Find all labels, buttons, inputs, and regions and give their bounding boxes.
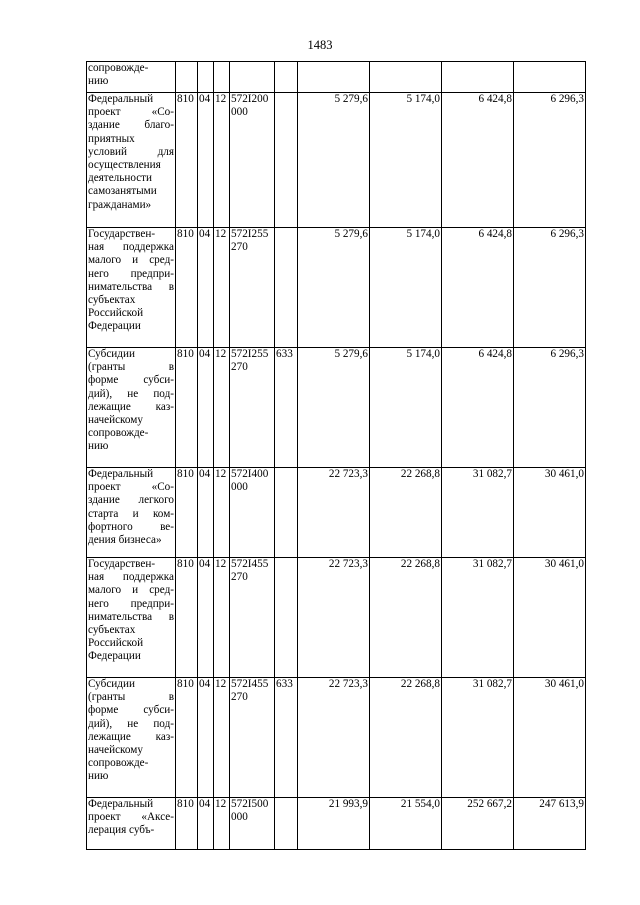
cell-name-line: здание легкого (88, 494, 174, 507)
cell-glav: 810 (176, 228, 198, 348)
cell-name-line: малого и сред- (88, 254, 174, 267)
cell-value-3: 252 667,2 (442, 798, 514, 850)
cell-value-2: 5 174,0 (370, 348, 442, 468)
cell-value-2 (370, 62, 442, 93)
cell-vr (275, 468, 298, 558)
table-row (87, 228, 586, 348)
cell-pr: 12 (214, 798, 230, 850)
cell-name-line: Государствен- (88, 228, 156, 240)
cell-value-1: 22 723,3 (298, 678, 370, 798)
cell-pr: 12 (214, 468, 230, 558)
cell-name-line: лежащие каз- (88, 400, 174, 413)
cell-csr: 572I255270 (230, 228, 275, 348)
cell-name-line: него предпри- (88, 597, 174, 610)
cell-name-line: начейскому (88, 744, 143, 757)
cell-name-line: Российской (88, 637, 144, 650)
cell-glav: 810 (176, 678, 198, 798)
cell-glav: 810 (176, 558, 198, 678)
cell-name-line: нимательства в (88, 280, 174, 293)
cell-name (87, 348, 176, 468)
cell-pr: 12 (214, 348, 230, 468)
cell-glav: 810 (176, 348, 198, 468)
cell-name-line: (гранты в (88, 361, 174, 374)
cell-value-3: 31 082,7 (442, 678, 514, 798)
cell-rz: 04 (198, 348, 214, 468)
cell-name (87, 62, 176, 93)
cell-value-4 (514, 62, 586, 93)
cell-name-line: ная поддержка (88, 241, 174, 254)
cell-name-line: осуществления (88, 159, 161, 172)
cell-value-1 (298, 62, 370, 93)
table-row (87, 348, 586, 468)
cell-name-line: форме субси- (88, 704, 174, 717)
cell-csr (230, 62, 275, 93)
cell-name-line: сопровожде- (88, 427, 149, 440)
cell-csr: 572I200000 (230, 93, 275, 228)
cell-glav: 810 (176, 468, 198, 558)
cell-value-4: 30 461,0 (514, 678, 586, 798)
cell-name (87, 93, 176, 228)
table-row (87, 798, 586, 850)
cell-value-2: 5 174,0 (370, 93, 442, 228)
cell-name-line: Федеральный проект «Аксе- (88, 798, 174, 824)
cell-name-line: самозанятыми (88, 185, 157, 198)
cell-value-4: 30 461,0 (514, 558, 586, 678)
cell-value-3: 31 082,7 (442, 468, 514, 558)
cell-glav: 810 (176, 93, 198, 228)
cell-csr: 572I400000 (230, 468, 275, 558)
cell-glav (176, 62, 198, 93)
cell-name-line: него предпри- (88, 267, 174, 280)
cell-name-line: Федеральный проект «Со- (88, 93, 174, 119)
cell-value-3: 6 424,8 (442, 348, 514, 468)
cell-value-4: 6 296,3 (514, 348, 586, 468)
cell-name-line: нию (88, 770, 109, 783)
cell-name-line: ная поддержка (88, 571, 174, 584)
budget-table (86, 61, 586, 850)
cell-vr (275, 93, 298, 228)
cell-rz: 04 (198, 558, 214, 678)
cell-name-line: дения бизнеса» (88, 534, 162, 547)
cell-name-line: нию (88, 75, 109, 88)
cell-name-line: лерация субъ- (88, 824, 155, 837)
cell-name-line: субъектах (88, 624, 136, 637)
cell-value-1: 5 279,6 (298, 93, 370, 228)
cell-value-2: 22 268,8 (370, 558, 442, 678)
table-row (87, 558, 586, 678)
cell-value-4: 247 613,9 (514, 798, 586, 850)
cell-value-1: 5 279,6 (298, 228, 370, 348)
cell-name-line: дий), не под- (88, 717, 174, 730)
cell-value-2: 22 268,8 (370, 678, 442, 798)
cell-name (87, 558, 176, 678)
cell-name-line: условий для (88, 145, 174, 158)
cell-value-4: 6 296,3 (514, 93, 586, 228)
cell-name-line: Субсидии (88, 678, 135, 690)
cell-pr (214, 62, 230, 93)
cell-name-line: сопровожде- (88, 757, 149, 770)
cell-csr: 572I455270 (230, 558, 275, 678)
cell-name-line: (гранты в (88, 691, 174, 704)
table-row (87, 93, 586, 228)
cell-name (87, 798, 176, 850)
cell-name-line: фортного ве- (88, 520, 174, 533)
cell-pr: 12 (214, 228, 230, 348)
table-row (87, 62, 586, 93)
cell-rz: 04 (198, 468, 214, 558)
cell-value-3 (442, 62, 514, 93)
cell-name-line: субъектах (88, 294, 136, 307)
cell-rz: 04 (198, 93, 214, 228)
cell-rz: 04 (198, 678, 214, 798)
cell-value-4: 30 461,0 (514, 468, 586, 558)
cell-name-line: форме субси- (88, 374, 174, 387)
cell-name-line: нию (88, 440, 109, 453)
cell-value-3: 6 424,8 (442, 93, 514, 228)
cell-name-line: деятельности (88, 172, 153, 185)
cell-name-line: нимательства в (88, 610, 174, 623)
cell-name-line: здание благо- (88, 119, 174, 132)
cell-value-1: 22 723,3 (298, 558, 370, 678)
cell-name-line: Государствен- (88, 558, 156, 570)
cell-name-line: гражданами» (88, 198, 152, 211)
cell-glav: 810 (176, 798, 198, 850)
cell-name-line: лежащие каз- (88, 730, 174, 743)
cell-pr: 12 (214, 93, 230, 228)
cell-pr: 12 (214, 558, 230, 678)
cell-name-line: Федерации (88, 650, 141, 663)
cell-value-2: 22 268,8 (370, 468, 442, 558)
cell-name (87, 678, 176, 798)
cell-name (87, 228, 176, 348)
cell-name-line: приятных (88, 132, 135, 145)
cell-vr (275, 228, 298, 348)
cell-value-1: 5 279,6 (298, 348, 370, 468)
cell-name-line: Субсидии (88, 348, 135, 360)
cell-name-line: Федерации (88, 320, 141, 333)
page-number: 1483 (307, 38, 333, 52)
table-row (87, 468, 586, 558)
cell-vr: 633 (275, 678, 298, 798)
cell-rz: 04 (198, 798, 214, 850)
cell-pr: 12 (214, 678, 230, 798)
cell-value-2: 5 174,0 (370, 228, 442, 348)
cell-value-2: 21 554,0 (370, 798, 442, 850)
cell-name-line: начейскому (88, 414, 143, 427)
cell-csr: 572I455270 (230, 678, 275, 798)
cell-value-3: 31 082,7 (442, 558, 514, 678)
cell-vr: 633 (275, 348, 298, 468)
cell-csr: 572I500000 (230, 798, 275, 850)
cell-name-line: дий), не под- (88, 387, 174, 400)
cell-value-1: 22 723,3 (298, 468, 370, 558)
cell-value-4: 6 296,3 (514, 228, 586, 348)
cell-name (87, 468, 176, 558)
cell-csr: 572I255270 (230, 348, 275, 468)
cell-name-line: сопровожде- (88, 62, 149, 74)
cell-vr (275, 798, 298, 850)
cell-name-line: малого и сред- (88, 584, 174, 597)
cell-value-3: 6 424,8 (442, 228, 514, 348)
cell-name-line: Российской (88, 307, 144, 320)
cell-rz: 04 (198, 228, 214, 348)
cell-name-line: старта и ком- (88, 507, 174, 520)
table-row (87, 678, 586, 798)
cell-vr (275, 558, 298, 678)
cell-value-1: 21 993,9 (298, 798, 370, 850)
cell-rz (198, 62, 214, 93)
budget-table-body (87, 62, 586, 850)
cell-vr (275, 62, 298, 93)
cell-name-line: Федеральный проект «Со- (88, 468, 174, 494)
